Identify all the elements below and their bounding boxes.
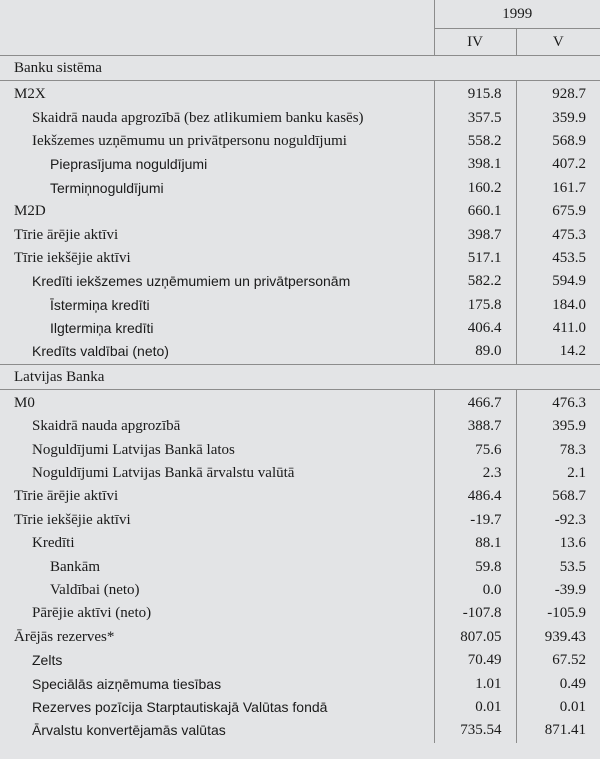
row-label: Ārvalstu konvertējamās valūtas (32, 722, 226, 739)
year-header-row (0, 0, 600, 29)
table-row (0, 696, 600, 719)
value-v: 359.9 (516, 106, 600, 129)
value-v: 78.3 (516, 438, 600, 461)
row-label: Noguldījumi Latvijas Bankā latos (32, 441, 235, 458)
value-v: 453.5 (516, 247, 600, 270)
table-row (0, 130, 600, 153)
value-iv: 2.3 (434, 462, 516, 485)
table-row (0, 672, 600, 695)
value-iv: 398.7 (434, 223, 516, 246)
value-v: 184.0 (516, 294, 600, 317)
value-iv: 735.54 (434, 719, 516, 742)
value-v: 0.49 (516, 672, 600, 695)
value-iv: -19.7 (434, 509, 516, 532)
row-label: Tīrie ārējie aktīvi (14, 226, 119, 243)
row-label: Termiņnoguldījumi (50, 179, 164, 196)
value-v: 928.7 (516, 81, 600, 107)
value-iv: 388.7 (434, 415, 516, 438)
row-label: Pārējie aktīvi (neto) (32, 605, 152, 622)
section-header-row (0, 364, 600, 389)
value-v: 161.7 (516, 177, 600, 200)
year-header: 1999 (434, 0, 600, 29)
value-v: 67.52 (516, 649, 600, 672)
value-iv: 89.0 (434, 340, 516, 364)
value-iv: 807.05 (434, 626, 516, 649)
value-v: 411.0 (516, 317, 600, 340)
table-row (0, 719, 600, 742)
table-row (0, 485, 600, 508)
value-v: 407.2 (516, 153, 600, 176)
table-row (0, 649, 600, 672)
row-label: Iekšzemes uzņēmumu un privātpersonu noguldījumi (32, 132, 347, 149)
value-v: 53.5 (516, 555, 600, 578)
row-label: Skaidrā nauda apgrozībā (bez atlikumiem banku kasēs) (32, 109, 364, 126)
value-iv: 0.01 (434, 696, 516, 719)
row-label: Zelts (32, 652, 63, 669)
value-iv: 175.8 (434, 294, 516, 317)
table-row (0, 247, 600, 270)
value-iv: 75.6 (434, 438, 516, 461)
row-label: Valdībai (neto) (50, 582, 140, 598)
row-label: Bankām (50, 558, 100, 575)
value-v: 476.3 (516, 389, 600, 415)
section-title: Latvijas Banka (0, 364, 600, 389)
value-v: 939.43 (516, 626, 600, 649)
value-v: 594.9 (516, 270, 600, 293)
row-label: Ilgtermiņa kredīti (50, 320, 154, 337)
value-iv: 517.1 (434, 247, 516, 270)
row-label: Skaidrā nauda apgrozībā (32, 418, 181, 435)
header-blank-cell (0, 29, 434, 56)
table-row (0, 200, 600, 223)
value-v: 395.9 (516, 415, 600, 438)
value-v: 475.3 (516, 223, 600, 246)
value-v: 568.7 (516, 485, 600, 508)
table-row (0, 340, 600, 364)
row-label: Rezerves pozīcija Starptautiskajā Valūtas fondā (32, 698, 328, 715)
table-row (0, 223, 600, 246)
header-blank-cell (0, 0, 434, 29)
table-row (0, 317, 600, 340)
row-label: Noguldījumi Latvijas Bankā ārvalstu valūtā (32, 465, 295, 482)
column-header-v: V (516, 29, 600, 56)
value-iv: 466.7 (434, 389, 516, 415)
table-row (0, 294, 600, 317)
table-row (0, 415, 600, 438)
table-row (0, 532, 600, 555)
value-iv: 160.2 (434, 177, 516, 200)
value-iv: 558.2 (434, 130, 516, 153)
value-v: -39.9 (516, 579, 600, 602)
table-row (0, 626, 600, 649)
row-label: M2D (14, 203, 46, 220)
row-label: Kredīti iekšzemes uzņēmumiem un privātpersonām (32, 273, 351, 290)
row-label: Pieprasījuma noguldījumi (50, 156, 208, 173)
value-v: 568.9 (516, 130, 600, 153)
section-title: Banku sistēma (0, 56, 600, 81)
table-row (0, 81, 600, 107)
table-row (0, 106, 600, 129)
value-iv: 486.4 (434, 485, 516, 508)
value-v: 675.9 (516, 200, 600, 223)
table-row (0, 462, 600, 485)
table-row (0, 270, 600, 293)
value-v: 0.01 (516, 696, 600, 719)
row-label: Tīrie iekšējie aktīvi (14, 249, 131, 266)
row-label: Kredīti (32, 535, 75, 552)
value-v: 14.2 (516, 340, 600, 364)
value-iv: 582.2 (434, 270, 516, 293)
value-iv: 0.0 (434, 579, 516, 602)
value-v: 13.6 (516, 532, 600, 555)
section-header-row (0, 56, 600, 81)
row-label: Ārējās rezerves* (14, 628, 115, 645)
row-label: Tīrie iekšējie aktīvi (14, 511, 131, 528)
value-iv: 1.01 (434, 672, 516, 695)
table-body (0, 56, 600, 743)
table-row (0, 153, 600, 176)
value-iv: 398.1 (434, 153, 516, 176)
value-v: -92.3 (516, 509, 600, 532)
value-iv: 88.1 (434, 532, 516, 555)
row-label: M2X (14, 86, 46, 103)
column-header-row (0, 29, 600, 56)
table-row (0, 579, 600, 602)
value-iv: 70.49 (434, 649, 516, 672)
value-iv: -107.8 (434, 602, 516, 625)
row-label: Kredīts valdībai (neto) (32, 343, 169, 360)
table-row (0, 555, 600, 578)
row-label: Tīrie ārējie aktīvi (14, 488, 119, 505)
table-row (0, 438, 600, 461)
value-v: 2.1 (516, 462, 600, 485)
row-label: M0 (14, 394, 35, 411)
value-iv: 660.1 (434, 200, 516, 223)
row-label: Īstermiņa kredīti (50, 296, 150, 313)
value-iv: 406.4 (434, 317, 516, 340)
row-label: Speciālās aizņēmuma tiesības (32, 675, 222, 692)
value-v: -105.9 (516, 602, 600, 625)
table-row (0, 389, 600, 415)
value-iv: 357.5 (434, 106, 516, 129)
value-iv: 915.8 (434, 81, 516, 107)
table-row (0, 177, 600, 200)
value-v: 871.41 (516, 719, 600, 742)
column-header-iv: IV (434, 29, 516, 56)
table-row (0, 509, 600, 532)
table-row (0, 602, 600, 625)
value-iv: 59.8 (434, 555, 516, 578)
